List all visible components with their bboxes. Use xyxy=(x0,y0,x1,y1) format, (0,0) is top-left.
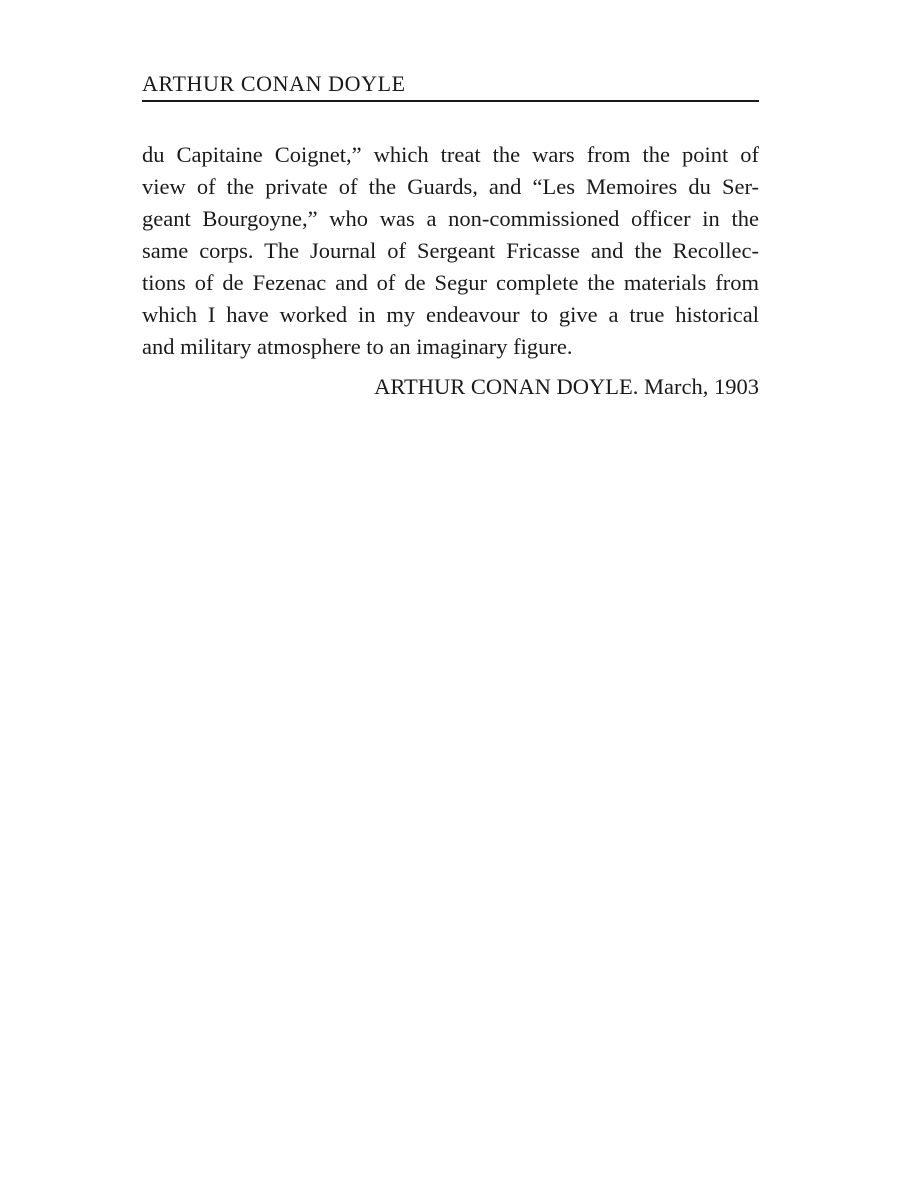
running-header: ARTHUR CONAN DOYLE xyxy=(142,71,406,96)
paragraph-line: same corps. The Journal of Sergeant Fricasse and the Recollec- xyxy=(142,238,759,263)
paragraph-line: tions of de Fezenac and of de Segur complete the materials from xyxy=(142,270,759,295)
paragraph-line: and military atmosphere to an imaginary figure. xyxy=(142,334,573,359)
paragraph-line: du Capitaine Coignet,” which treat the wars from the point of xyxy=(142,142,759,167)
paragraph-line: which I have worked in my endeavour to give a true historical xyxy=(142,302,759,327)
body-paragraph xyxy=(142,139,759,363)
paragraph-line: geant Bourgoyne,” who was a non-commissioned officer in the xyxy=(142,206,759,231)
header-rule xyxy=(142,100,759,102)
author-signature: ARTHUR CONAN DOYLE. March, 1903 xyxy=(374,374,759,399)
paragraph-line: view of the private of the Guards, and “Les Memoires du Ser- xyxy=(142,174,759,199)
book-page xyxy=(142,0,759,1200)
